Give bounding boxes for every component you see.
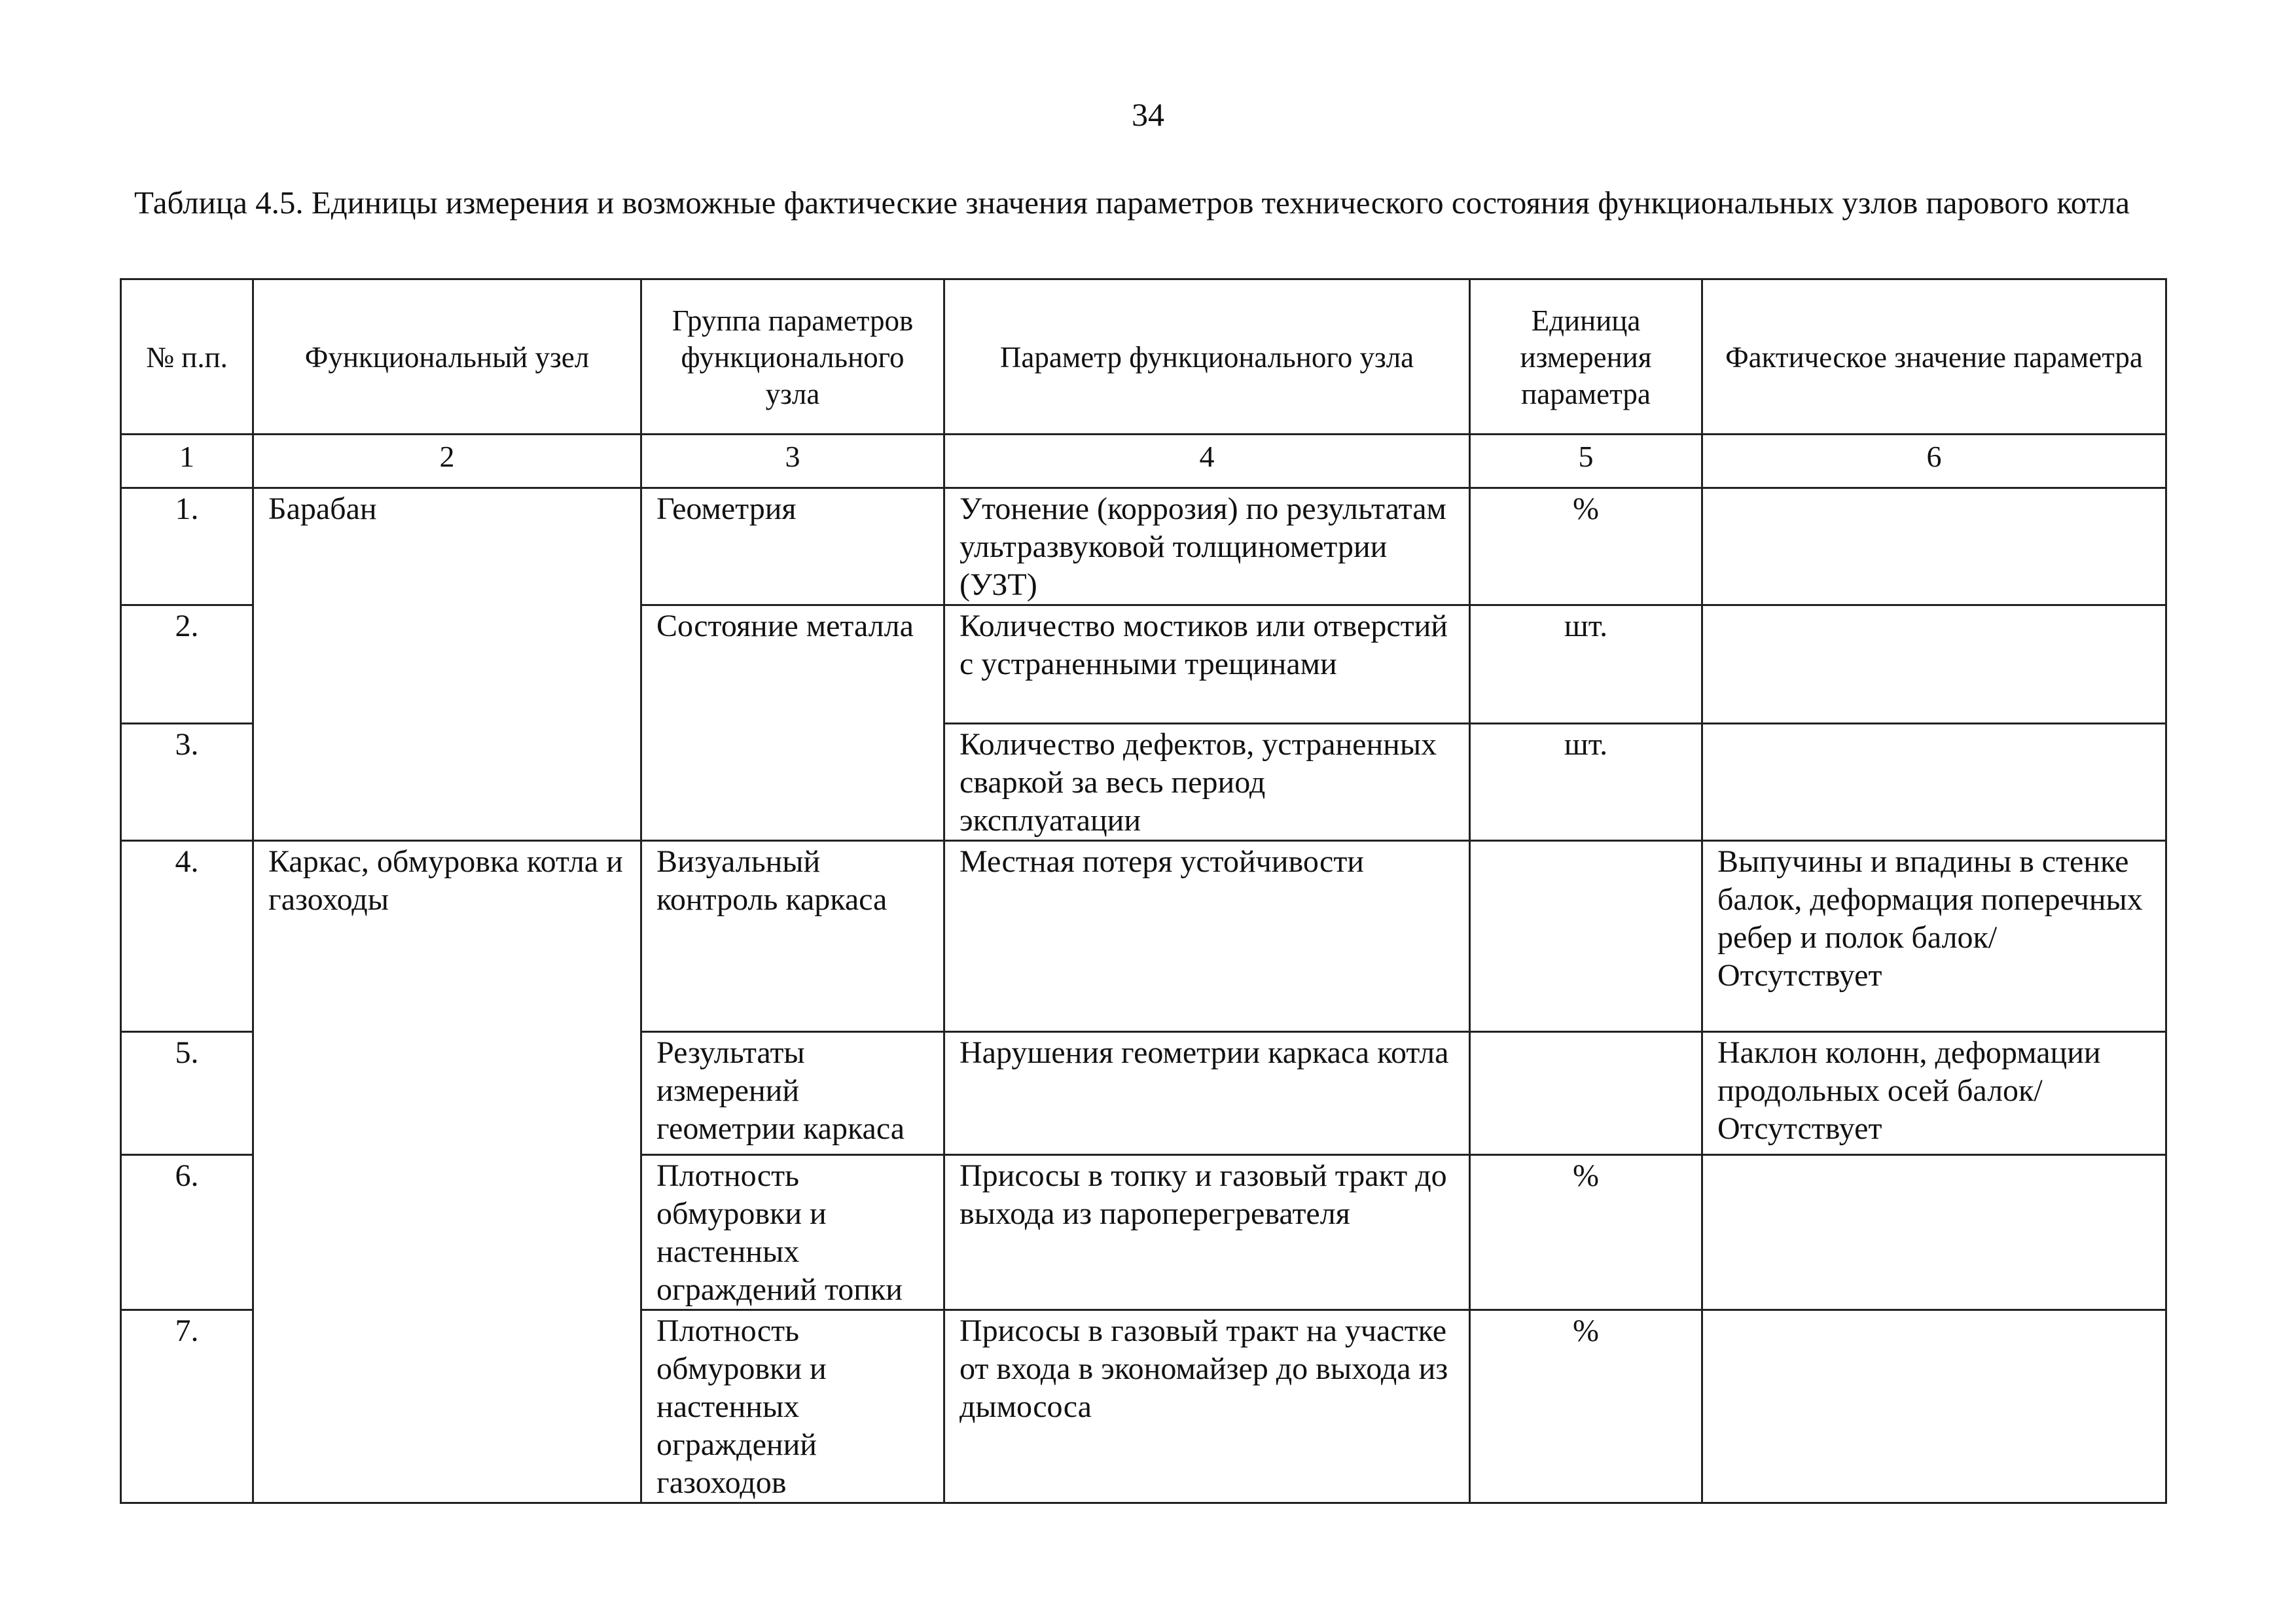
page-number: 34 bbox=[1132, 96, 1164, 133]
parameter-cell: Присосы в газовый тракт на участке от входа в экономайзер до выхода из дымососа bbox=[944, 1310, 1470, 1503]
actual-value-cell bbox=[1702, 605, 2166, 724]
row-number: 7. bbox=[121, 1310, 253, 1503]
parameters-table bbox=[120, 278, 2167, 1504]
row-number: 2. bbox=[121, 605, 253, 724]
actual-value-cell bbox=[1702, 1310, 2166, 1503]
functional-node-cell: Барабан bbox=[253, 488, 641, 841]
unit-cell bbox=[1470, 841, 1702, 1032]
unit-cell: % bbox=[1470, 488, 1702, 605]
parameter-group-cell: Визуальный контроль каркаса bbox=[641, 841, 944, 1032]
unit-cell bbox=[1470, 1032, 1702, 1155]
header-parameter-group: Группа параметров функционального узла bbox=[641, 279, 944, 435]
parameter-cell: Присосы в топку и газовый тракт до выхода из пароперегревателя bbox=[944, 1155, 1470, 1310]
row-number: 5. bbox=[121, 1032, 253, 1155]
parameter-cell: Утонение (коррозия) по результатам ультразвуковой толщинометрии (УЗТ) bbox=[944, 488, 1470, 605]
row-number: 3. bbox=[121, 724, 253, 841]
unit-cell: шт. bbox=[1470, 605, 1702, 724]
actual-value-cell bbox=[1702, 488, 2166, 605]
unit-cell: % bbox=[1470, 1155, 1702, 1310]
actual-value-cell: Наклон колонн, деформации продольных осей балок/ Отсутствует bbox=[1702, 1032, 2166, 1155]
parameter-group-cell: Плотность обмуровки и настенных ограждений топки bbox=[641, 1155, 944, 1310]
parameter-group-cell: Плотность обмуровки и настенных ограждений газоходов bbox=[641, 1310, 944, 1503]
column-number: 1 bbox=[121, 435, 253, 488]
row-number: 6. bbox=[121, 1155, 253, 1310]
header-actual-value: Фактическое значение параметра bbox=[1702, 279, 2166, 435]
header-parameter: Параметр функционального узла bbox=[944, 279, 1470, 435]
table-caption: Таблица 4.5. Единицы измерения и возможные фактические значения параметров технического состояния функциональных узлов парового котла bbox=[134, 185, 2130, 221]
column-number: 2 bbox=[253, 435, 641, 488]
table-row bbox=[121, 488, 2166, 605]
unit-cell: шт. bbox=[1470, 724, 1702, 841]
actual-value-cell bbox=[1702, 724, 2166, 841]
functional-node-cell: Каркас, обмуровка котла и газоходы bbox=[253, 841, 641, 1503]
header-number: № п.п. bbox=[121, 279, 253, 435]
column-number: 3 bbox=[641, 435, 944, 488]
column-number-row bbox=[121, 435, 2166, 488]
column-number: 5 bbox=[1470, 435, 1702, 488]
actual-value-cell bbox=[1702, 1155, 2166, 1310]
table-row bbox=[121, 841, 2166, 1032]
parameter-group-cell: Состояние металла bbox=[641, 605, 944, 841]
row-number: 4. bbox=[121, 841, 253, 1032]
parameter-group-cell: Результаты измерений геометрии каркаса bbox=[641, 1032, 944, 1155]
column-number: 6 bbox=[1702, 435, 2166, 488]
parameter-cell: Местная потеря устойчивости bbox=[944, 841, 1470, 1032]
unit-cell: % bbox=[1470, 1310, 1702, 1503]
parameter-cell: Количество мостиков или отверстий с устраненными трещинами bbox=[944, 605, 1470, 724]
table-header-row bbox=[121, 279, 2166, 435]
parameter-group-cell: Геометрия bbox=[641, 488, 944, 605]
row-number: 1. bbox=[121, 488, 253, 605]
parameter-cell: Нарушения геометрии каркаса котла bbox=[944, 1032, 1470, 1155]
header-unit: Единица измерения параметра bbox=[1470, 279, 1702, 435]
column-number: 4 bbox=[944, 435, 1470, 488]
parameter-cell: Количество дефектов, устраненных сваркой за весь период эксплуатации bbox=[944, 724, 1470, 841]
header-functional-node: Функциональный узел bbox=[253, 279, 641, 435]
actual-value-cell: Выпучины и впадины в стенке балок, деформация поперечных ребер и полок балок/ Отсутствует bbox=[1702, 841, 2166, 1032]
